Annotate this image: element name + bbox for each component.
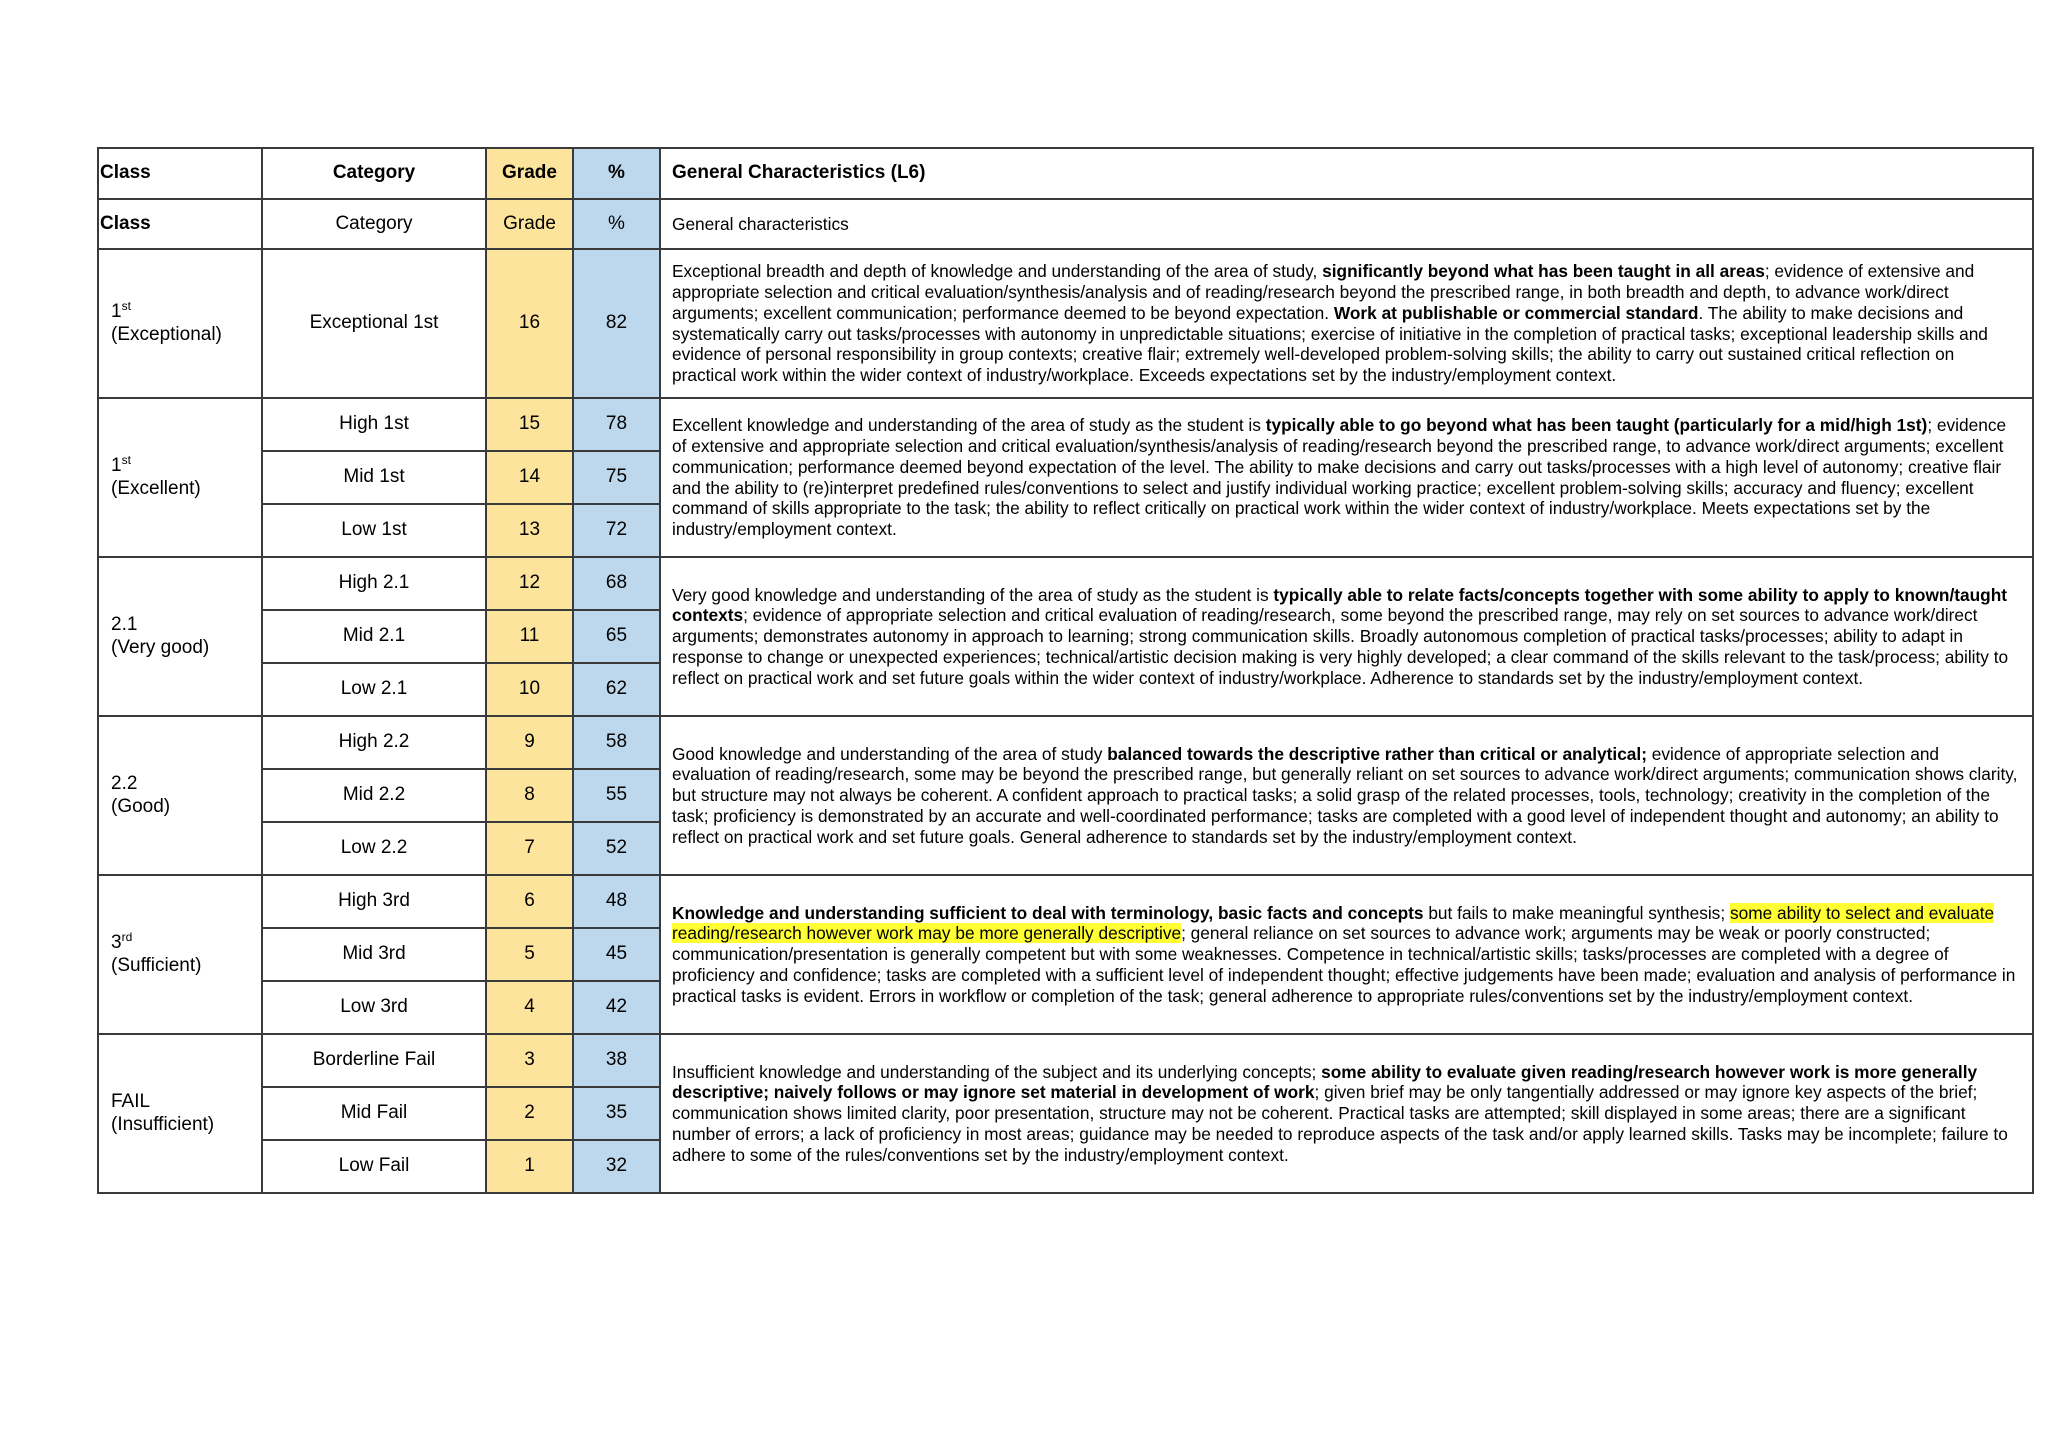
percent-cell: 52 — [573, 822, 660, 875]
grade-cell: 16 — [486, 249, 573, 398]
grade-cell: 5 — [486, 928, 573, 981]
grade-cell: 15 — [486, 398, 573, 451]
desc-text: Very good knowledge and understanding of the area of study as the student is — [672, 584, 1274, 605]
highlighted-text: some ability to select and evaluate reading/research however work may be more generally descriptive — [672, 902, 1995, 944]
bold-text: balanced towards the descriptive rather than critical or analytical; — [1107, 743, 1647, 764]
subheader-row — [98, 199, 2033, 249]
class-note: (Sufficient) — [111, 954, 202, 976]
category-cell: Mid 2.1 — [262, 610, 486, 663]
table-row — [98, 1034, 2033, 1087]
desc-text: Exceptional breadth and depth of knowledge and understanding of the area of study, — [672, 261, 1323, 282]
bold-text: typically able to go beyond what has been taught (particularly for a mid/high 1st) — [1265, 415, 1928, 436]
subheader-characteristics: General characteristics — [660, 199, 2033, 249]
header-class: Class — [98, 148, 262, 199]
category-cell: Low 2.1 — [262, 663, 486, 716]
percent-cell: 75 — [573, 451, 660, 504]
grade-cell: 11 — [486, 610, 573, 663]
desc-text: Excellent knowledge and understanding of the area of study as the student is — [672, 415, 1266, 436]
class-superscript: rd — [121, 929, 133, 944]
table-row — [98, 249, 2033, 398]
subheader-class: Class — [98, 199, 262, 249]
percent-cell: 55 — [573, 769, 660, 822]
desc-text: ; general reliance on set sources to advance work; arguments may be weak or poorly constructed; communication/presentation is generally competent but with some weaknesses. Competence in technical/artistic skills; tasks/processes are completed with a degree of proficiency and confidence; tasks are completed with a sufficient level of independent thought; effective judgements have been made; evaluation and analysis of performance in practical tasks is evident. Errors in workflow or completion of the task; general adherence to appropriate rules/conventions set by the industry/employment context. — [672, 923, 2016, 1006]
class-note: (Insufficient) — [111, 1113, 215, 1135]
category-cell: High 3rd — [262, 875, 486, 928]
percent-cell: 32 — [573, 1140, 660, 1193]
percent-cell: 68 — [573, 557, 660, 610]
class-superscript: st — [121, 452, 131, 467]
class-label: 2.1 — [111, 613, 138, 635]
grade-cell: 14 — [486, 451, 573, 504]
desc-text: ; evidence of extensive and appropriate selection and critical evaluation/synthesis/analysis and of reading/research beyond the prescribed range, in both breadth and depth, to advance work/direct arguments; excellent communication; performance deemed to be beyond expectation. — [672, 261, 1975, 323]
desc-text: ; evidence of extensive and appropriate selection and critical evaluation/synthesis/analysis of reading/research beyond the prescribed range, to advance work/direct arguments; excellent communication; performance deemed beyond expectation of the level. The ability to make decisions and carry out tasks/processes with a high level of autonomy; creative flair and the ability to (re)interpret predefined rules/conventions to select and justify individual working practice; excellent problem-solving skills; accuracy and fluency; excellent command of skills appropriate to the task; the ability to reflect critically on practical work within the wider context of industry/workplace. Meets expectations set by the industry/employment context. — [672, 415, 2007, 539]
category-cell: Borderline Fail — [262, 1034, 486, 1087]
grade-cell: 3 — [486, 1034, 573, 1087]
percent-cell: 62 — [573, 663, 660, 716]
header-characteristics: General Characteristics (L6) — [660, 148, 2033, 199]
grade-cell: 1 — [486, 1140, 573, 1193]
class-label: 2.2 — [111, 772, 138, 794]
characteristics-cell — [660, 398, 2033, 557]
subheader-grade: Grade — [486, 199, 573, 249]
class-label: 1 — [111, 454, 122, 476]
category-cell: High 1st — [262, 398, 486, 451]
header-row — [98, 148, 2033, 199]
desc-text: evidence of appropriate selection and evaluation of reading/research, some may be beyond the prescribed range, but generally reliant on set sources to advance work/direct arguments; communication shows clarity, but structure may not always be coherent. A confident approach to practical tasks; a solid grasp of the related processes, tools, technology; creativity in the completion of the task; proficiency is demonstrated by an accurate and well-coordinated performance; tasks are completed with a good level of independent thought and autonomy; an ability to reflect on practical work and set future goals. General adherence to standards set by the industry/employment context. — [672, 743, 2018, 847]
class-superscript: st — [121, 298, 131, 313]
rubric-body — [98, 148, 2033, 1193]
class-cell — [98, 875, 262, 1034]
class-label: 3 — [111, 931, 122, 953]
characteristics-cell — [660, 557, 2033, 716]
percent-cell: 58 — [573, 716, 660, 769]
desc-text: but fails to make meaningful synthesis; — [1423, 902, 1730, 923]
characteristics-cell — [660, 716, 2033, 875]
percent-cell: 65 — [573, 610, 660, 663]
desc-text: ; given brief may be only tangentially addressed or may ignore key aspects of the brief; communication shows limited clarity, poor presentation, structure may not be coherent. Practical tasks are attempted; skill displayed in some areas; there are a significant number of errors; a lack of proficiency in most areas; guidance may be needed to reproduce aspects of the task and/or apply learned skills. Tasks may be incomplete; failure to adhere to some of the rules/conventions set by the industry/employment context. — [672, 1082, 2008, 1165]
category-cell: High 2.2 — [262, 716, 486, 769]
header-percent: % — [573, 148, 660, 199]
class-label: 1 — [111, 300, 122, 322]
table-row — [98, 557, 2033, 610]
percent-cell: 48 — [573, 875, 660, 928]
category-cell: Mid 2.2 — [262, 769, 486, 822]
desc-text: Good knowledge and understanding of the area of study — [672, 743, 1108, 764]
grade-cell: 10 — [486, 663, 573, 716]
grade-cell: 6 — [486, 875, 573, 928]
percent-cell: 72 — [573, 504, 660, 557]
class-note: (Good) — [111, 795, 171, 817]
table-row — [98, 716, 2033, 769]
characteristics-cell — [660, 875, 2033, 1034]
desc-text: . The ability to make decisions and systematically carry out tasks/processes with autonomy in unpredictable situations; exercise of initiative in the completion of practical tasks; exceptional leadership skills and evidence of personal responsibility in group contexts; creative flair; extremely well-developed problem-solving skills; the ability to carry out sustained critical reflection on practical work within the wider context of industry/workplace. Exceeds expectations set by the industry/employment context. — [672, 302, 1988, 385]
table-row — [98, 398, 2033, 451]
category-cell: Mid Fail — [262, 1087, 486, 1140]
class-label: FAIL — [111, 1090, 151, 1112]
subheader-percent: % — [573, 199, 660, 249]
grading-rubric-table — [97, 147, 2034, 1194]
percent-cell: 35 — [573, 1087, 660, 1140]
characteristics-cell — [660, 249, 2033, 398]
class-note: (Excellent) — [111, 477, 201, 499]
bold-text: typically able to relate facts/concepts together with some ability to apply to known/taught contexts — [672, 584, 2008, 626]
desc-text: ; evidence of appropriate selection and critical evaluation of reading/research, some beyond the prescribed range, may rely on set sources to advance work/direct arguments; demonstrates autonomy in approach to learning; strong communication skills. Broadly autonomous completion of practical tasks/processes; ability to adapt in response to change or unexpected experiences; technical/artistic decision making is very highly developed; a clear command of the skills relevant to the task/process; ability to reflect on practical work and set future goals within the wider context of industry/workplace. Adherence to standards set by the industry/employment context. — [672, 605, 2009, 688]
grade-cell: 7 — [486, 822, 573, 875]
category-cell: Exceptional 1st — [262, 249, 486, 398]
grade-cell: 13 — [486, 504, 573, 557]
class-cell — [98, 716, 262, 875]
percent-cell: 78 — [573, 398, 660, 451]
class-note: (Exceptional) — [111, 323, 222, 345]
category-cell: Mid 1st — [262, 451, 486, 504]
percent-cell: 82 — [573, 249, 660, 398]
desc-text: Insufficient knowledge and understanding of the subject and its underlying concepts; — [672, 1061, 1322, 1082]
grade-cell: 4 — [486, 981, 573, 1034]
category-cell: Mid 3rd — [262, 928, 486, 981]
category-cell: Low 1st — [262, 504, 486, 557]
grade-cell: 12 — [486, 557, 573, 610]
class-note: (Very good) — [111, 636, 210, 658]
category-cell: Low 2.2 — [262, 822, 486, 875]
bold-text: Work at publishable or commercial standard — [1333, 302, 1699, 323]
grade-cell: 9 — [486, 716, 573, 769]
grade-cell: 2 — [486, 1087, 573, 1140]
table-row — [98, 875, 2033, 928]
bold-text: Knowledge and understanding sufficient to deal with terminology, basic facts and concepts — [672, 902, 1424, 923]
class-cell — [98, 557, 262, 716]
class-cell — [98, 398, 262, 557]
category-cell: Low 3rd — [262, 981, 486, 1034]
header-category: Category — [262, 148, 486, 199]
percent-cell: 45 — [573, 928, 660, 981]
subheader-category: Category — [262, 199, 486, 249]
bold-text: significantly beyond what has been taught in all areas — [1322, 261, 1765, 282]
percent-cell: 38 — [573, 1034, 660, 1087]
category-cell: Low Fail — [262, 1140, 486, 1193]
grade-cell: 8 — [486, 769, 573, 822]
percent-cell: 42 — [573, 981, 660, 1034]
characteristics-cell — [660, 1034, 2033, 1193]
bold-text: some ability to evaluate given reading/research however work is more generally descriptive; naively follows or may ignore set material in development of work — [672, 1061, 1978, 1103]
header-grade: Grade — [486, 148, 573, 199]
category-cell: High 2.1 — [262, 557, 486, 610]
class-cell — [98, 1034, 262, 1193]
class-cell — [98, 249, 262, 398]
